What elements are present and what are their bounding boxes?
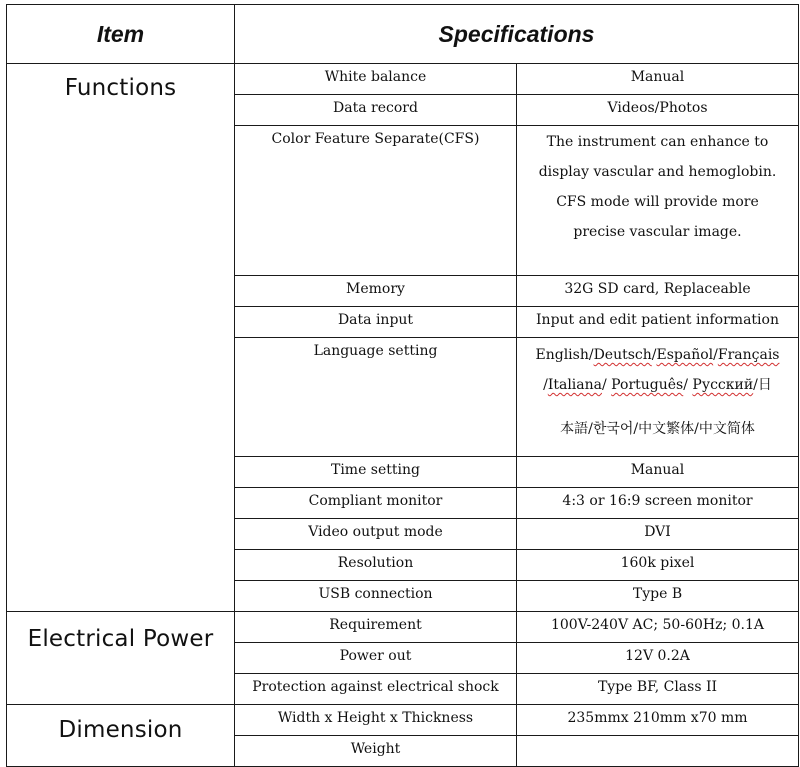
table-row xyxy=(7,705,799,736)
table-row xyxy=(7,612,799,643)
specifications-header: Specifications xyxy=(235,5,799,64)
spec-value: Manual xyxy=(517,64,799,95)
spec-value xyxy=(517,126,799,276)
spec-value xyxy=(517,338,799,457)
lang-text: / xyxy=(713,347,718,363)
spec-label: Language setting xyxy=(235,338,517,457)
spec-value: 235mmx 210mm x70 mm xyxy=(517,705,799,736)
lang-text: Español xyxy=(656,347,714,363)
item-header: Item xyxy=(7,5,235,64)
lang-text: / xyxy=(543,377,548,393)
lang-text: /日 xyxy=(753,377,772,393)
spec-label: Video output mode xyxy=(235,519,517,550)
spec-label: White balance xyxy=(235,64,517,95)
header-row xyxy=(7,5,799,64)
spec-value-line: display vascular and hemoglobin. xyxy=(538,164,777,180)
spec-value: Manual xyxy=(517,457,799,488)
spec-value: 4:3 or 16:9 screen monitor xyxy=(517,488,799,519)
spec-value-line: precise vascular image. xyxy=(573,224,742,240)
spec-value: 160k pixel xyxy=(517,550,799,581)
lang-text: Français xyxy=(717,347,780,363)
spec-label: Protection against electrical shock xyxy=(235,674,517,705)
spec-label: Requirement xyxy=(235,612,517,643)
spec-label: Data input xyxy=(235,307,517,338)
spec-label: Compliant monitor xyxy=(235,488,517,519)
spec-value: Type B xyxy=(517,581,799,612)
spec-label: Weight xyxy=(235,736,517,767)
spec-value: DVI xyxy=(517,519,799,550)
lang-text: Deutsch xyxy=(593,347,652,363)
spec-value: Input and edit patient information xyxy=(517,307,799,338)
lang-text: / xyxy=(683,377,693,393)
spec-label: Color Feature Separate(CFS) xyxy=(235,126,517,276)
spec-label: Width x Height x Thickness xyxy=(235,705,517,736)
category-functions: Functions xyxy=(7,64,235,612)
spec-value: Videos/Photos xyxy=(517,95,799,126)
spec-label: USB connection xyxy=(235,581,517,612)
spec-value: 32G SD card, Replaceable xyxy=(517,276,799,307)
lang-text: Italiana xyxy=(547,377,602,393)
lang-text: / xyxy=(651,347,657,363)
spec-label: Data record xyxy=(235,95,517,126)
category-electrical-power: Electrical Power xyxy=(7,612,235,705)
lang-text: Русский xyxy=(692,377,754,393)
spec-value: Type BF, Class II xyxy=(517,674,799,705)
spec-table xyxy=(6,4,799,767)
spec-value-line: The instrument can enhance to xyxy=(546,134,769,150)
spec-label: Resolution xyxy=(235,550,517,581)
lang-text: Português xyxy=(611,377,684,393)
spec-value: 12V 0.2A xyxy=(517,643,799,674)
lang-text: / xyxy=(601,377,612,393)
spec-value-line: CFS mode will provide more xyxy=(556,194,759,210)
spec-label: Power out xyxy=(235,643,517,674)
table-row xyxy=(7,64,799,95)
spec-value xyxy=(517,736,799,767)
spec-label: Time setting xyxy=(235,457,517,488)
category-dimension: Dimension xyxy=(7,705,235,767)
spec-value: 100V-240V AC; 50-60Hz; 0.1A xyxy=(517,612,799,643)
lang-text: English/ xyxy=(535,347,594,363)
spec-label: Memory xyxy=(235,276,517,307)
lang-text: 本語/한국어/中文繁体/中文简体 xyxy=(560,421,755,437)
